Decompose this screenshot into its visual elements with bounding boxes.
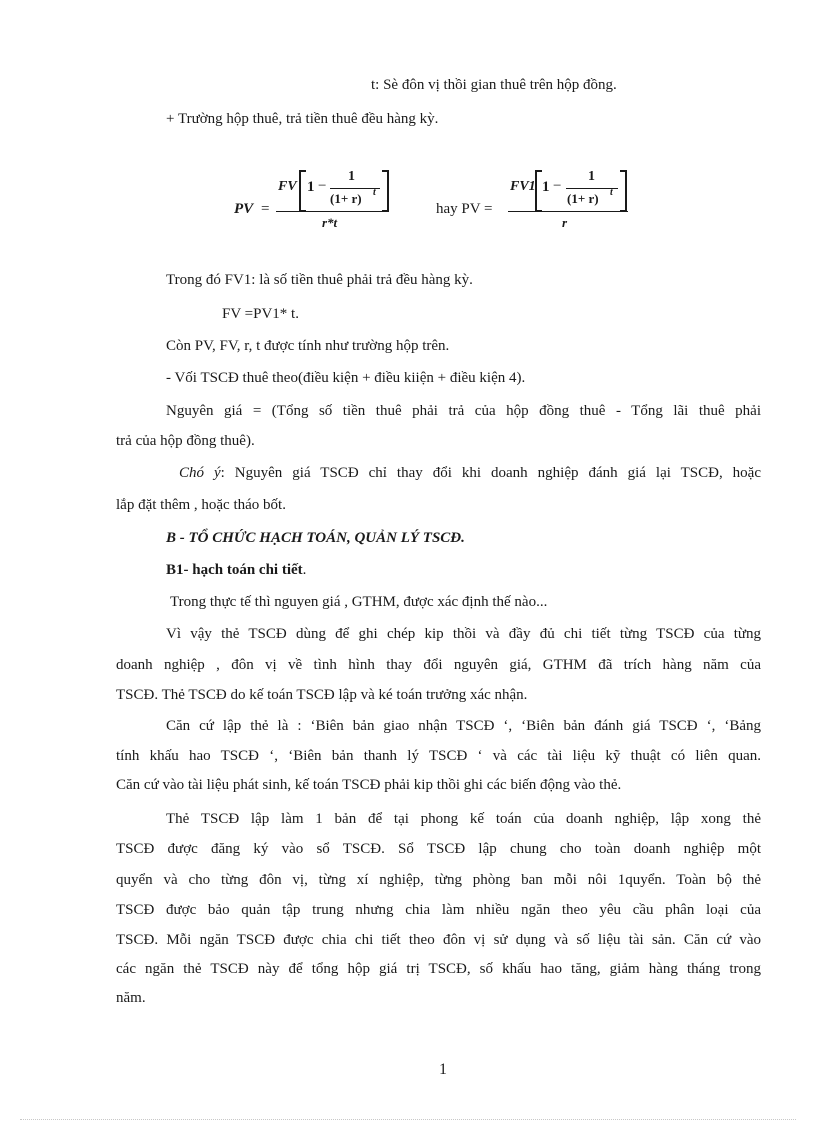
formula-exp: t xyxy=(373,187,376,198)
formula-exp: t xyxy=(610,187,613,198)
formula-pv-1 xyxy=(232,165,402,235)
formula-den: (1+ r) xyxy=(567,191,599,206)
text-line: t: Sè đôn vị thồi gian thuê trên hộp đồng. xyxy=(371,77,617,93)
text-line: + Trường hộp thuê, trả tiền thuê đều hàng kỳ. xyxy=(166,111,439,127)
text-line: Nguyên giá = (Tổng số tiền thuê phải trả của hộp đồng thuê - Tổng lãi thuê phải xyxy=(166,403,761,419)
bracket-left xyxy=(299,170,306,212)
subsection-heading-text: B1- hạch toán chi tiết xyxy=(166,562,303,578)
text-line: tính khấu hao TSCĐ ‘, ‘Biên bản thanh lý TSCĐ ‘ và các tài liệu kỹ thuật có liên quan. xyxy=(116,748,761,764)
footer-divider xyxy=(20,1119,796,1120)
text-line: Trong thực tế thì nguyen giá , GTHM, được xác định thế nào... xyxy=(170,594,548,610)
text-line: các ngăn thẻ TSCĐ này để tổng hộp giá trị TSCĐ, số khấu hao tăng, giảm hàng tháng trong xyxy=(116,961,761,977)
page-number: 1 xyxy=(439,1061,447,1078)
formula-one: 1 xyxy=(542,179,550,195)
formula-denominator: r xyxy=(562,215,568,230)
subsection-heading-dot: . xyxy=(302,562,307,578)
text-line: Thẻ TSCĐ lập làm 1 bản để tại phong kế toán của doanh nghiệp, lập xong thẻ xyxy=(166,811,761,827)
formula-den: (1+ r) xyxy=(330,191,362,206)
formula-fv: FV xyxy=(278,179,297,194)
text-line: FV =PV1* t. xyxy=(222,306,299,322)
formula-fv: FV1 xyxy=(510,179,536,194)
formula-num: 1 xyxy=(588,169,595,184)
text-line: TSCĐ được bảo quản tập trung nhưng chia làm nhiều ngăn theo yêu cầu phân loại của xyxy=(116,902,761,918)
text-line: Căn cứ lập thẻ là : ‘Biên bản giao nhận TSCĐ ‘, ‘Biên bản đánh giá TSCĐ ‘, ‘Bảng xyxy=(166,718,761,734)
text-line: năm. xyxy=(116,990,146,1006)
formula-one: 1 xyxy=(307,179,315,195)
formula-lhs: PV xyxy=(234,201,254,217)
text-line: trả của hộp đồng thuê). xyxy=(116,433,255,449)
formula-denominator: r*t xyxy=(322,215,338,230)
bracket-left xyxy=(535,170,542,212)
text-line: TSCĐ. Mỗi ngăn TSCĐ được chia chi tiết theo đôn vị sử dụng và số liệu tài sản. Căn cứ vào xyxy=(116,932,761,948)
section-heading: B - TỔ CHỨC HẠCH TOÁN, QUẢN LÝ TSCĐ. xyxy=(166,530,465,546)
text-line: Căn cứ vào tài liệu phát sinh, kế toán TSCĐ phải kip thồi ghi các biến động vào thẻ. xyxy=(116,777,622,793)
formula-lhs: hay PV = xyxy=(436,201,493,217)
text-line: Vì vậy thẻ TSCĐ dùng để ghi chép kip thồi và đầy đủ chi tiết từng TSCĐ của từng xyxy=(166,626,761,642)
text-line: TSCĐ. Thẻ TSCĐ do kế toán TSCĐ lập và ké toán trưởng xác nhận. xyxy=(116,687,528,703)
subsection-heading xyxy=(166,560,306,580)
formula-minus: − xyxy=(553,178,562,194)
text-line: lắp đặt thêm , hoặc tháo bốt. xyxy=(116,497,286,513)
formula-eq: = xyxy=(261,201,270,217)
outer-fraction-bar xyxy=(508,211,628,212)
text-line: Còn PV, FV, r, t được tính như trường hộp trên. xyxy=(166,338,450,354)
text-line: Trong đó FV1: là số tiền thuê phải trả đều hàng kỳ. xyxy=(166,272,473,288)
note-label: Chó ý xyxy=(179,465,221,481)
text-line: - Vối TSCĐ thuê theo(điều kiện + điều kiiện + điều kiện 4). xyxy=(166,370,526,386)
outer-fraction-bar xyxy=(276,211,389,212)
text-line: TSCĐ được đăng ký vào sổ TSCĐ. Sổ TSCĐ lập chung cho toàn doanh nghiệp một xyxy=(116,841,761,857)
text-line: quyển và cho từng đôn vị, từng xí nghiệp, từng phòng ban mỗi nôi 1quyển. Toàn bộ thẻ xyxy=(116,872,761,888)
text-line: doanh nghiệp , đôn vị về tình hình thay đổi nguyên giá, GTHM đã trích hàng năm của xyxy=(116,657,761,673)
text-line xyxy=(179,463,761,483)
formula-pv-2 xyxy=(436,165,636,235)
bracket-right xyxy=(620,170,627,212)
note-text: : Nguyên giá TSCĐ chỉ thay đổi khi doanh nghiệp đánh giá lại TSCĐ, hoặc xyxy=(220,465,761,481)
formula-minus: − xyxy=(318,178,327,194)
formula-num: 1 xyxy=(348,169,355,184)
bracket-right xyxy=(382,170,389,212)
